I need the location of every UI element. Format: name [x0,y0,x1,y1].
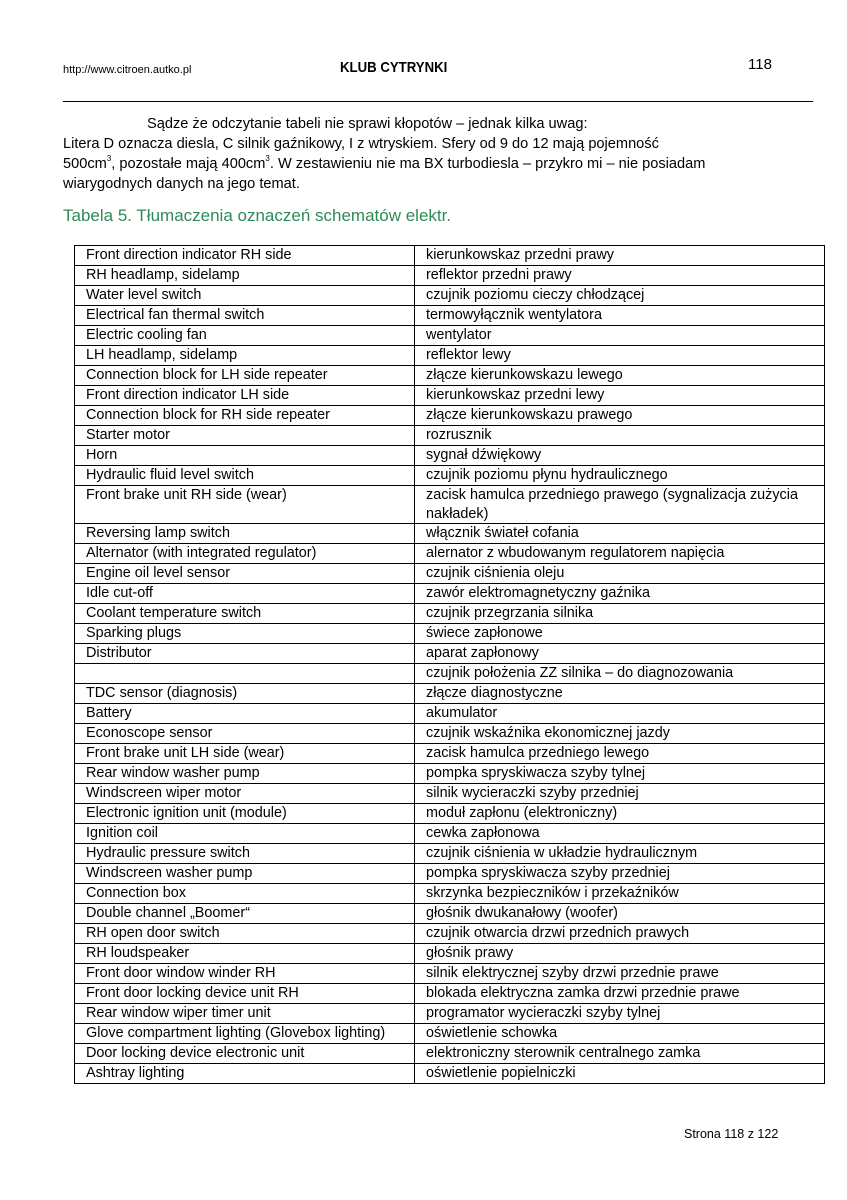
polish-translation-cell: głośnik dwukanałowy (woofer) [415,904,825,924]
intro-line-1: Sądze że odczytanie tabeli nie sprawi kłopotów – jednak kilka uwag: [147,116,588,132]
english-term-cell: Ashtray lighting [75,1064,415,1084]
english-term-cell: Glove compartment lighting (Glovebox lighting) [75,1024,415,1044]
table-row [75,944,825,964]
table-caption: Tabela 5. Tłumaczenia oznaczeń schematów elektr. [63,206,452,225]
polish-translation-cell: rozrusznik [415,426,825,446]
intro-line-4: wiarygodnych danych na jego temat. [63,176,300,192]
polish-translation-cell: czujnik otwarcia drzwi przednich prawych [415,924,825,944]
header-divider [63,101,813,102]
table-row [75,1064,825,1084]
english-term-cell: RH headlamp, sidelamp [75,266,415,286]
english-term-cell: Front direction indicator RH side [75,246,415,266]
polish-translation-cell: czujnik wskaźnika ekonomicznej jazdy [415,724,825,744]
english-term-cell: Connection block for LH side repeater [75,366,415,386]
intro-paragraph [63,114,784,194]
table-row [75,544,825,564]
table-row [75,904,825,924]
table-row [75,524,825,544]
table-row [75,964,825,984]
english-term-cell: Engine oil level sensor [75,564,415,584]
polish-translation-cell: pompka spryskiwacza szyby przedniej [415,864,825,884]
table-row [75,266,825,286]
polish-translation-cell: alernator z wbudowanym regulatorem napięcia [415,544,825,564]
table-row [75,346,825,366]
polish-translation-cell: silnik elektrycznej szyby drzwi przednie prawe [415,964,825,984]
polish-translation-cell: czujnik przegrzania silnika [415,604,825,624]
polish-translation-cell: złącze diagnostyczne [415,684,825,704]
polish-translation-cell: zawór elektromagnetyczny gaźnika [415,584,825,604]
table-row [75,844,825,864]
table-row [75,286,825,306]
table-row [75,246,825,266]
english-term-cell: RH open door switch [75,924,415,944]
english-term-cell: Windscreen washer pump [75,864,415,884]
polish-translation-cell: świece zapłonowe [415,624,825,644]
polish-translation-cell: blokada elektryczna zamka drzwi przednie prawe [415,984,825,1004]
table-row [75,704,825,724]
english-term-cell: Ignition coil [75,824,415,844]
table-row [75,984,825,1004]
english-term-cell: Connection box [75,884,415,904]
header-title: KLUB CYTRYNKI [340,59,448,76]
english-term-cell: Water level switch [75,286,415,306]
polish-translation-cell: oświetlenie schowka [415,1024,825,1044]
english-term-cell: Starter motor [75,426,415,446]
table-row [75,664,825,684]
table-row [75,1024,825,1044]
english-term-cell: Econoscope sensor [75,724,415,744]
polish-translation-cell: reflektor lewy [415,346,825,366]
english-term-cell: Front direction indicator LH side [75,386,415,406]
polish-translation-cell: pompka spryskiwacza szyby tylnej [415,764,825,784]
table-row [75,644,825,664]
table-row [75,386,825,406]
polish-translation-cell: elektroniczny sterownik centralnego zamka [415,1044,825,1064]
polish-translation-cell: programator wycieraczki szyby tylnej [415,1004,825,1024]
table-row [75,466,825,486]
table-row [75,804,825,824]
table-row [75,426,825,446]
table-row [75,406,825,426]
polish-translation-cell: złącze kierunkowskazu prawego [415,406,825,426]
polish-translation-cell: zacisk hamulca przedniego prawego (sygnalizacja zużycia nakładek) [415,486,825,524]
polish-translation-cell: cewka zapłonowa [415,824,825,844]
table-row [75,306,825,326]
table-row [75,1004,825,1024]
polish-translation-cell: włącznik świateł cofania [415,524,825,544]
english-term-cell: Horn [75,446,415,466]
header-url: http://www.citroen.autko.pl [63,64,192,76]
translation-table [74,245,825,1084]
table-row [75,824,825,844]
english-term-cell [75,664,415,684]
english-term-cell: Sparking plugs [75,624,415,644]
english-term-cell: Battery [75,704,415,724]
english-term-cell: Alternator (with integrated regulator) [75,544,415,564]
table-row [75,864,825,884]
english-term-cell: Rear window wiper timer unit [75,1004,415,1024]
table-row [75,1044,825,1064]
table-row [75,584,825,604]
polish-translation-cell: oświetlenie popielniczki [415,1064,825,1084]
table-row [75,604,825,624]
english-term-cell: Windscreen wiper motor [75,784,415,804]
table-row [75,744,825,764]
english-term-cell: Electronic ignition unit (module) [75,804,415,824]
english-term-cell: LH headlamp, sidelamp [75,346,415,366]
polish-translation-cell: termowyłącznik wentylatora [415,306,825,326]
polish-translation-cell: moduł zapłonu (elektroniczny) [415,804,825,824]
english-term-cell: Connection block for RH side repeater [75,406,415,426]
polish-translation-cell: czujnik ciśnienia w układzie hydraulicznym [415,844,825,864]
english-term-cell: Front door locking device unit RH [75,984,415,1004]
table-row [75,884,825,904]
table-row [75,486,825,524]
english-term-cell: Electric cooling fan [75,326,415,346]
english-term-cell: TDC sensor (diagnosis) [75,684,415,704]
polish-translation-cell: skrzynka bezpieczników i przekaźników [415,884,825,904]
table-row [75,924,825,944]
english-term-cell: Door locking device electronic unit [75,1044,415,1064]
polish-translation-cell: sygnał dźwiękowy [415,446,825,466]
english-term-cell: Idle cut-off [75,584,415,604]
polish-translation-cell: kierunkowskaz przedni lewy [415,386,825,406]
table-row [75,624,825,644]
english-term-cell: Front door window winder RH [75,964,415,984]
polish-translation-cell: zacisk hamulca przedniego lewego [415,744,825,764]
english-term-cell: Reversing lamp switch [75,524,415,544]
english-term-cell: Rear window washer pump [75,764,415,784]
polish-translation-cell: akumulator [415,704,825,724]
polish-translation-cell: wentylator [415,326,825,346]
table-row [75,326,825,346]
table-row [75,564,825,584]
table-row [75,366,825,386]
polish-translation-cell: aparat zapłonowy [415,644,825,664]
table-row [75,724,825,744]
table-row [75,764,825,784]
english-term-cell: Coolant temperature switch [75,604,415,624]
polish-translation-cell: silnik wycieraczki szyby przedniej [415,784,825,804]
english-term-cell: Hydraulic pressure switch [75,844,415,864]
polish-translation-cell: czujnik ciśnienia oleju [415,564,825,584]
polish-translation-cell: głośnik prawy [415,944,825,964]
table-row [75,446,825,466]
polish-translation-cell: czujnik położenia ZZ silnika – do diagnozowania [415,664,825,684]
english-term-cell: Hydraulic fluid level switch [75,466,415,486]
polish-translation-cell: czujnik poziomu cieczy chłodzącej [415,286,825,306]
polish-translation-cell: kierunkowskaz przedni prawy [415,246,825,266]
polish-translation-cell: reflektor przedni prawy [415,266,825,286]
english-term-cell: RH loudspeaker [75,944,415,964]
polish-translation-cell: złącze kierunkowskazu lewego [415,366,825,386]
english-term-cell: Electrical fan thermal switch [75,306,415,326]
table-row [75,684,825,704]
header-page-number: 118 [748,56,772,73]
english-term-cell: Double channel „Boomer“ [75,904,415,924]
english-term-cell: Front brake unit LH side (wear) [75,744,415,764]
polish-translation-cell: czujnik poziomu płynu hydraulicznego [415,466,825,486]
english-term-cell: Distributor [75,644,415,664]
intro-line-2: Litera D oznacza diesla, C silnik gaźnikowy, I z wtryskiem. Sfery od 9 do 12 mają pojemność [63,136,659,152]
page-footer: Strona 118 z 122 [684,1127,779,1141]
intro-line-3: $500cm^3$, pozostałe mają $400cm^3$. W zestawieniu nie ma BX turbodiesla – przykro mi – nie posiadam [63,154,706,172]
table-row [75,784,825,804]
english-term-cell: Front brake unit RH side (wear) [75,486,415,524]
